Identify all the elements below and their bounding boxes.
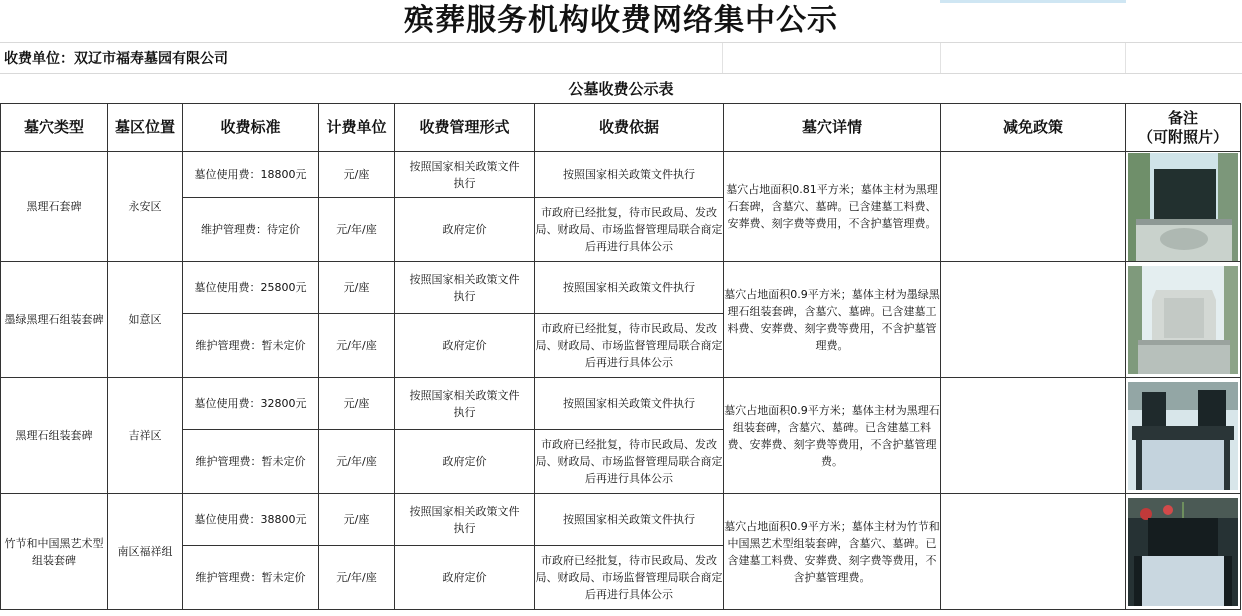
- cell-fee-standard: 墓位使用费：25800元: [183, 262, 319, 314]
- cell-location: 南区福祥组: [108, 494, 183, 610]
- header-grave-type: 墓穴类型: [1, 104, 108, 152]
- cell-fee-basis: 按照国家相关政策文件执行: [535, 262, 724, 314]
- cell-billing-unit: 元/年/座: [319, 198, 395, 262]
- tombstone-photo-3: [1128, 382, 1238, 490]
- cell-grave-type: 竹节和中国黑艺术型组装套碑: [1, 494, 108, 610]
- header-remarks-title: 备注: [1167, 108, 1198, 127]
- cell-location: 吉祥区: [108, 378, 183, 494]
- cell-location: 永安区: [108, 152, 183, 262]
- cell-fee-basis: 市政府已经批复，待市民政局、发改局、财政局、市场监督管理局联合商定后再进行具体公示: [535, 546, 724, 610]
- header-remarks: [1126, 104, 1241, 152]
- cell-billing-unit: 元/年/座: [319, 314, 395, 378]
- cell-grave-type: 黑理石套碑: [1, 152, 108, 262]
- header-fee-basis: 收费依据: [535, 104, 724, 152]
- cell-grave-type: 黑理石组装套碑: [1, 378, 108, 494]
- cell-billing-unit: 元/座: [319, 378, 395, 430]
- cell-fee-standard: 维护管理费：暂未定价: [183, 430, 319, 494]
- cell-management-form: 政府定价: [395, 314, 535, 378]
- page-title: 殡葬服务机构收费网络集中公示: [404, 3, 838, 38]
- cell-fee-basis: 按照国家相关政策文件执行: [535, 494, 724, 546]
- cell-billing-unit: 元/座: [319, 494, 395, 546]
- cell-reduction-policy: [941, 378, 1126, 494]
- cell-fee-basis: 市政府已经批复，待市民政局、发改局、财政局、市场监督管理局联合商定后再进行具体公示: [535, 198, 724, 262]
- cell-photo: [1126, 152, 1241, 262]
- header-billing-unit: 计费单位: [319, 104, 395, 152]
- cell-reduction-policy: [941, 152, 1126, 262]
- cell-reduction-policy: [941, 494, 1126, 610]
- cell-fee-standard: 墓位使用费：32800元: [183, 378, 319, 430]
- cell-fee-standard: 维护管理费：暂未定价: [183, 314, 319, 378]
- column-divider: [722, 43, 723, 74]
- cell-reduction-policy: [941, 262, 1126, 378]
- cell-management-form: 政府定价: [395, 546, 535, 610]
- cell-photo: [1126, 262, 1241, 378]
- cell-fee-basis: 市政府已经批复，待市民政局、发改局、财政局、市场监督管理局联合商定后再进行具体公示: [535, 430, 724, 494]
- tombstone-photo-4: [1128, 498, 1238, 606]
- cell-fee-standard: 墓位使用费：18800元: [183, 152, 319, 198]
- cell-photo: [1126, 378, 1241, 494]
- header-location: 墓区位置: [108, 104, 183, 152]
- cell-fee-standard: 维护管理费：暂未定价: [183, 546, 319, 610]
- cell-fee-standard: 墓位使用费：38800元: [183, 494, 319, 546]
- cell-location: 如意区: [108, 262, 183, 378]
- cell-grave-details: 墓穴占地面积0.81平方米；墓体主材为黑理石套碑，含墓穴、墓碑。已含建墓工料费、安葬费、刻字费等费用，不含护墓管理费。: [724, 152, 941, 262]
- cell-billing-unit: 元/座: [319, 262, 395, 314]
- cell-grave-details: 墓穴占地面积0.9平方米；墓体主材为黑理石组装套碑，含墓穴、墓碑。已含建墓工料费、安葬费、刻字费等费用，不含护墓管理费。: [724, 378, 941, 494]
- cell-management-form: 政府定价: [395, 198, 535, 262]
- header-grave-details: 墓穴详情: [724, 104, 941, 152]
- header-management-form: 收费管理形式: [395, 104, 535, 152]
- cell-billing-unit: 元/座: [319, 152, 395, 198]
- cell-fee-standard: 维护管理费：待定价: [183, 198, 319, 262]
- header-reduction-policy: 减免政策: [941, 104, 1126, 152]
- cell-fee-basis: 按照国家相关政策文件执行: [535, 152, 724, 198]
- cell-management-form: 按照国家相关政策文件执行: [395, 152, 535, 198]
- cell-grave-details: 墓穴占地面积0.9平方米；墓体主材为墨绿黑理石组装套碑，含墓穴、墓碑。已含建墓工料费、安葬费、刻字费等费用，不含护墓管理费。: [724, 262, 941, 378]
- table-row: [1, 378, 1241, 430]
- cell-management-form: 政府定价: [395, 430, 535, 494]
- cell-fee-basis: 按照国家相关政策文件执行: [535, 378, 724, 430]
- fee-unit-row: [0, 42, 1242, 74]
- tombstone-photo-1: [1128, 153, 1238, 261]
- cell-photo: [1126, 494, 1241, 610]
- cell-grave-type: 墨绿黑理石组装套碑: [1, 262, 108, 378]
- table-row: [1, 494, 1241, 546]
- header-fee-standard: 收费标准: [183, 104, 319, 152]
- cell-management-form: 按照国家相关政策文件执行: [395, 494, 535, 546]
- cell-management-form: 按照国家相关政策文件执行: [395, 262, 535, 314]
- cell-billing-unit: 元/年/座: [319, 546, 395, 610]
- column-divider: [940, 43, 941, 74]
- table-row: [1, 152, 1241, 198]
- table-row: [1, 262, 1241, 314]
- fee-table: [0, 103, 1241, 610]
- tombstone-photo-2: [1128, 266, 1238, 374]
- column-divider: [1125, 43, 1126, 74]
- cell-grave-details: 墓穴占地面积0.9平方米；墓体主材为竹节和中国黑艺术型组装套碑，含墓穴、墓碑。已含建墓工料费、安葬费、刻字费等费用，不含护墓管理费。: [724, 494, 941, 610]
- cell-fee-basis: 市政府已经批复，待市民政局、发改局、财政局、市场监督管理局联合商定后再进行具体公示: [535, 314, 724, 378]
- fee-unit-label: 收费单位：双辽市福寿墓园有限公司: [4, 51, 228, 67]
- cell-billing-unit: 元/年/座: [319, 430, 395, 494]
- header-remarks-note: （可附照片）: [1137, 127, 1228, 146]
- cell-management-form: 按照国家相关政策文件执行: [395, 378, 535, 430]
- table-title: 公墓收费公示表: [0, 73, 1242, 104]
- table-header-row: [1, 104, 1241, 152]
